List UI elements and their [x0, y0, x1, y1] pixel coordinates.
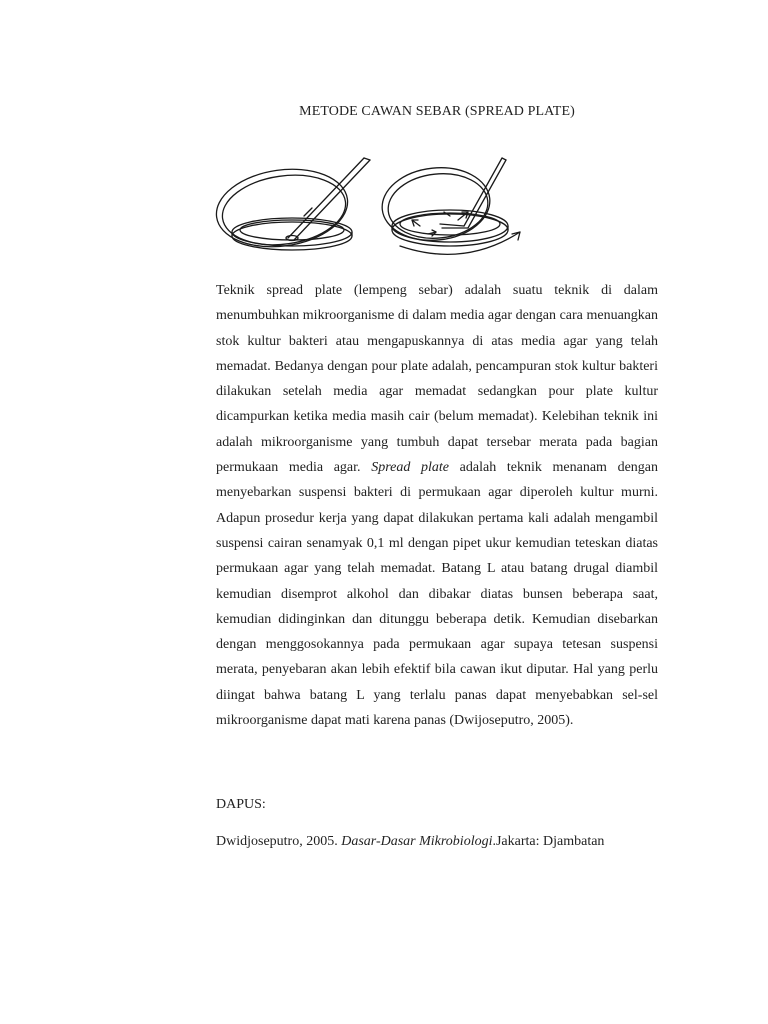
- paragraph-part-1: Teknik spread plate (lempeng sebar) adalah suatu teknik di dalam menumbuhkan mikroorganisme di dalam media agar dengan cara menuangkan stok kultur bakteri atau mengapuskannya di atas media agar yang telah memadat. Bedanya dengan pour plate adalah, pencampuran stok kultur bakteri dilakukan setelah media agar memadat sedangkan pour plate kultur dicampurkan ketika media masih cair (belum memadat). Kelebihan teknik ini adalah mikroorganisme yang tumbuh dapat tersebar merata pada bagian permukaan media agar.: [216, 283, 658, 476]
- reference-book-title: Dasar-Dasar Mikrobiologi: [341, 834, 493, 849]
- reference-publisher: .Jakarta: Djambatan: [492, 834, 605, 849]
- reference-author-year: Dwidjoseputro, 2005.: [216, 834, 342, 849]
- paragraph-italic-term: Spread plate: [371, 460, 449, 476]
- reference-entry: [216, 834, 676, 850]
- main-paragraph: [216, 278, 658, 733]
- page-title: METODE CAWAN SEBAR (SPREAD PLATE): [299, 104, 575, 119]
- paragraph-part-2: adalah teknik menanam dengan menyebarkan suspensi bakteri di permukaan agar diperoleh kultur murni. Adapun prosedur kerja yang dapat dilakukan pertama kali adalah mengambil suspensi cairan senamyak 0,1 ml dengan pipet ukur kemudian teteskan diatas permukaan agar yang telah memadat. Batang L atau batang drugal diambil kemudian disemprot alkohol dan dibakar diatas bunsen beberapa saat, kemudian didinginkan dan ditunggu beberapa detik. Kemudian disebarkan dengan menggosokannya pada permukaan agar supaya tetesan suspensi merata, penyebaran akan lebih efektif bila cawan ikut diputar. Hal yang perlu diingat bahwa batang L yang terlalu panas dapat menyebabkan sel-sel mikroorganisme dapat mati karena panas (Dwijoseputro, 2005).: [216, 460, 659, 729]
- petri-dish-right-icon: [379, 158, 520, 254]
- petri-dish-left-icon: [214, 158, 370, 255]
- spread-plate-illustration: [214, 150, 534, 264]
- dapus-heading: DAPUS:: [216, 797, 266, 812]
